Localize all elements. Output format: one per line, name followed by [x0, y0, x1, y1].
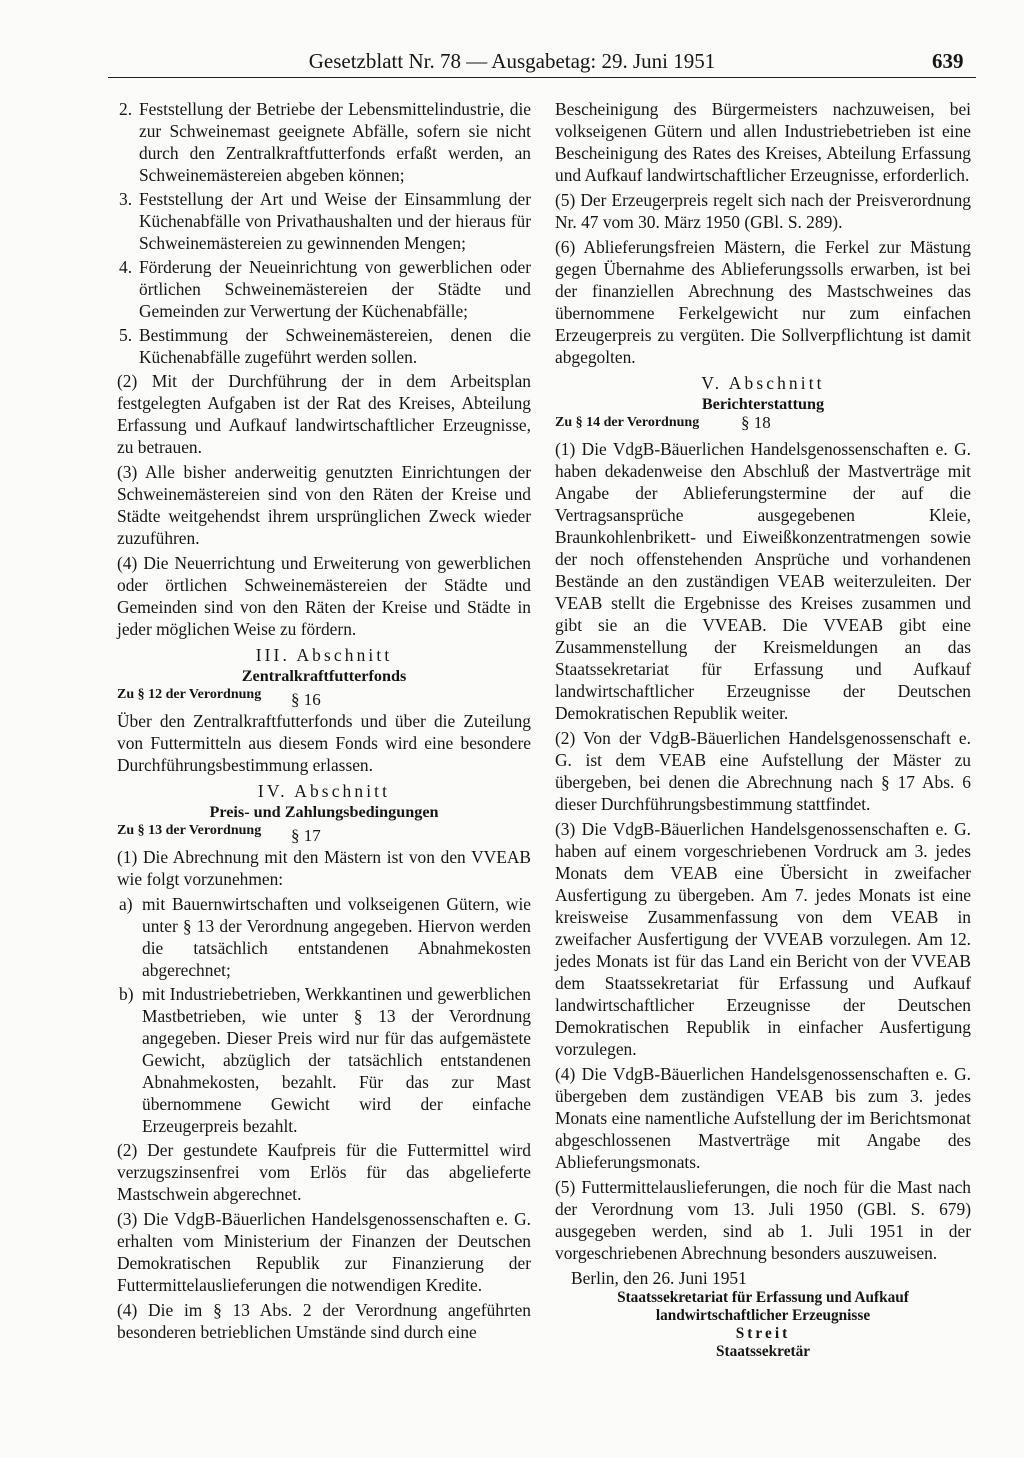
reference-label: Zu § 13 der Verordnung — [117, 823, 262, 838]
paragraph: (2) Der gestundete Kaufpreis für die Futtermittel wird verzugszinsenfrei vom Erlös für das abgelieferte Mastschwein abgerechnet. — [117, 1140, 531, 1204]
signatory-name: Streit — [735, 1325, 791, 1342]
reference-label: Zu § 12 der Verordnung — [117, 687, 262, 702]
page-number: 639 — [932, 49, 964, 73]
list-item-text: Förderung der Neueinrichtung von gewerblichen oder örtlichen Schweinemästereien der Städte und Gemeinden zur Verwertung der Küchenabfälle; — [139, 257, 531, 321]
left-column — [117, 98, 531, 1346]
paragraph: (2) Von der VdgB-Bäuerlichen Handelsgenossenschaft e. G. ist dem VEAB eine Aufstellung der Mäster zu übergeben, bei denen die Abrechnung nach § 17 Abs. 6 dieser Durchführungsbestimmung stattfindet. — [555, 728, 971, 814]
lettered-list — [117, 893, 531, 1137]
reference-label: Zu § 14 der Verordnung — [555, 415, 700, 430]
list-item-number: 3. — [119, 189, 133, 209]
section-title: III. Abschnitt — [255, 645, 393, 665]
list-item-text: Bestimmung der Schweinemästereien, denen die Küchenabfälle zugeführt werden sollen. — [139, 325, 531, 367]
paragraph: (3) Die VdgB-Bäuerlichen Handelsgenossenschaften e. G. haben auf einem vorgeschriebenen Vordruck am 3. jedes Monats dem VEAB eine Übersicht in zweifacher Ausfertigung zu übergeben. Am 7. jedes Monats ist eine kreisweise Zusammenfassung von dem VEAB in zweifacher Ausfertigung der VVEAB vorzulegen. Am 12. jedes Monats ist für das Land ein Bericht von der VVEAB dem Staatssekretariat für Erfassung und Aufkauf landwirtschaftlicher Erzeugnisse der Deutschen Demokratischen Republik in einfacher Ausfertigung vorzulegen. — [555, 819, 971, 1059]
section-heading: Preis- und Zahlungsbedingungen — [209, 803, 439, 821]
list-item-text: mit Bauernwirtschaften und volkseigenen Gütern, wie unter § 13 der Verordnung angegeben. Hiervon werden die tatsächlich entstandenen Abnahmekosten abgerechnet; — [142, 894, 531, 980]
section-heading: Zentralkraftfutterfonds — [241, 667, 407, 685]
list-item-letter: b) — [119, 984, 134, 1004]
list-item — [117, 188, 531, 254]
paragraph-number: § 18 — [741, 413, 771, 432]
paragraph: (2) Mit der Durchführung der in dem Arbeitsplan festgelegten Aufgaben ist der Rat des Kreises, Abteilung Erfassung und Aufkauf landwirtschaftlicher Erzeugnisse, zu betrauen. — [117, 371, 531, 457]
section-heading: Berichterstattung — [701, 395, 825, 413]
list-item-text: Feststellung der Art und Weise der Einsammlung der Küchenabfälle von Privathaushalten und der hieraus für Schweinemästereien zu gewinnenden Mengen; — [139, 189, 531, 253]
paragraph: (4) Die Neuerrichtung und Erweiterung von gewerblichen oder örtlichen Schweinemästereien der Städte und Gemeinden sind von den Räten der Kreise und Städte in jeder möglichen Weise zu fördern. — [117, 553, 531, 639]
signatory-organization: landwirtschaftlicher Erzeugnisse — [655, 1307, 871, 1324]
paragraph-number: § 17 — [291, 826, 321, 845]
numbered-list — [117, 98, 531, 368]
paragraph: (5) Der Erzeugerpreis regelt sich nach der Preisverordnung Nr. 47 vom 30. März 1950 (GBl. S. 289). — [555, 190, 971, 232]
section-title: V. Abschnitt — [701, 373, 825, 393]
section-reference — [117, 686, 531, 710]
paragraph: (3) Alle bisher anderweitig genutzten Einrichtungen der Schweinemästereien sind von den Räten der Kreise und Städte weitgehendst ihrem ursprünglichen Zweck wieder zuzuführen. — [117, 462, 531, 548]
list-item — [117, 983, 531, 1137]
section-reference — [117, 822, 531, 846]
list-item-text: Feststellung der Betriebe der Lebensmittelindustrie, die zur Schweinemast geeignete Abfälle, sofern sie nicht durch den Zentralkraftfutterfonds erfaßt werden, an Schweinemästereien abgeben können; — [139, 99, 531, 185]
paragraph: (1) Die VdgB-Bäuerlichen Handelsgenossenschaften e. G. haben dekadenweise den Abschluß der Mastverträge mit Angabe der Ablieferungstermine der auf die Vertragsansprüche ausgegebenen Kleie, Braunkohlenbrikett- und Eiweißkonzentratmengen sowie der noch offenstehenden Ansprüche und vorhandenen Bestände an den zuständigen VEAB weiterzuleiten. Der VEAB stellt die Ergebnisse des Kreises zusammen und gibt sie an die VVEAB. Die VVEAB gibt eine Zusammenstellung der Kreismeldungen an das Staatssekretariat für Erfassung und Aufkauf landwirtschaftlicher Erzeugnisse der Deutschen Demokratischen Republik weiter. — [555, 439, 971, 723]
list-item-letter: a) — [119, 894, 133, 914]
paragraph: (4) Die im § 13 Abs. 2 der Verordnung angeführten besonderen betrieblichen Umstände sind durch eine — [117, 1300, 531, 1342]
right-column — [555, 98, 971, 1361]
list-item — [117, 893, 531, 981]
list-item-text: mit Industriebetrieben, Werkkantinen und gewerblichen Mastbetrieben, wie unter § 13 der Verordnung angegeben. Dieser Preis wird nur für das aufgemästete Gewicht, abzüglich der tatsächlich entstandenen Abnahmekosten, bezahlt. Für das zur Mast übernommene Gewicht wird der einfache Erzeugerpreis bezahlt. — [142, 984, 531, 1136]
paragraph: (6) Ablieferungsfreien Mästern, die Ferkel zur Mästung gegen Übernahme des Ablieferungssolls erwarben, ist bei der finanziellen Abrechnung des Mastschweines das übernommene Ferkelgewicht nur zum einfachen Erzeugerpreis zu vergüten. Die Sollverpflichtung ist damit abgegolten. — [555, 237, 971, 367]
section-reference — [555, 414, 971, 438]
paragraph: Über den Zentralkraftfutterfonds und über die Zuteilung von Futtermitteln aus diesem Fonds wird eine besondere Durchführungsbestimmung erlassen. — [117, 711, 531, 775]
header-title: Gesetzblatt Nr. 78 — Ausgabetag: 29. Juni 1951 — [308, 49, 716, 73]
paragraph: (4) Die VdgB-Bäuerlichen Handelsgenossenschaften e. G. übergeben dem zuständigen VEAB bis zum 3. jedes Monats eine namentliche Aufstellung der im Berichtsmonat abgeschlossenen Mastverträge mit Angabe des Ablieferungsmonats. — [555, 1064, 971, 1172]
list-item — [117, 324, 531, 368]
list-item-number: 2. — [119, 99, 133, 119]
place-date: Berlin, den 26. Juni 1951 — [571, 1268, 747, 1288]
paragraph: (1) Die Abrechnung mit den Mästern ist von den VVEAB wie folgt vorzunehmen: — [117, 847, 531, 889]
paragraph-number: § 16 — [291, 690, 321, 709]
header-divider — [108, 77, 976, 78]
page-header — [0, 46, 1024, 76]
paragraph: (5) Futtermittelauslieferungen, die noch für die Mast nach der Verordnung vom 13. Juli 1950 (GBl. S. 679) ausgegeben werden, sind ab 1. Juli 1951 in der vorgeschriebenen Abrechnung besonders auszuweisen. — [555, 1177, 971, 1263]
signatory-role: Staatssekretär — [715, 1343, 811, 1360]
section-title: IV. Abschnitt — [257, 781, 391, 801]
list-item — [117, 256, 531, 322]
list-item-number: 5. — [119, 325, 133, 345]
list-item-number: 4. — [119, 257, 133, 277]
paragraph: (3) Die VdgB-Bäuerlichen Handelsgenossenschaften e. G. erhalten vom Ministerium der Finanzen der Deutschen Demokratischen Republik zur Finanzierung der Futtermittelauslieferungen die notwendigen Kredite. — [117, 1209, 531, 1295]
list-item — [117, 98, 531, 186]
signatory-organization: Staatssekretariat für Erfassung und Aufkauf — [617, 1289, 909, 1306]
paragraph: Bescheinigung des Bürgermeisters nachzuweisen, bei volkseigenen Gütern und allen Industriebetrieben ist eine Bescheinigung des Rates des Kreises, Abteilung Erfassung und Aufkauf landwirtschaftlicher Erzeugnisse, erforderlich. — [555, 99, 971, 185]
